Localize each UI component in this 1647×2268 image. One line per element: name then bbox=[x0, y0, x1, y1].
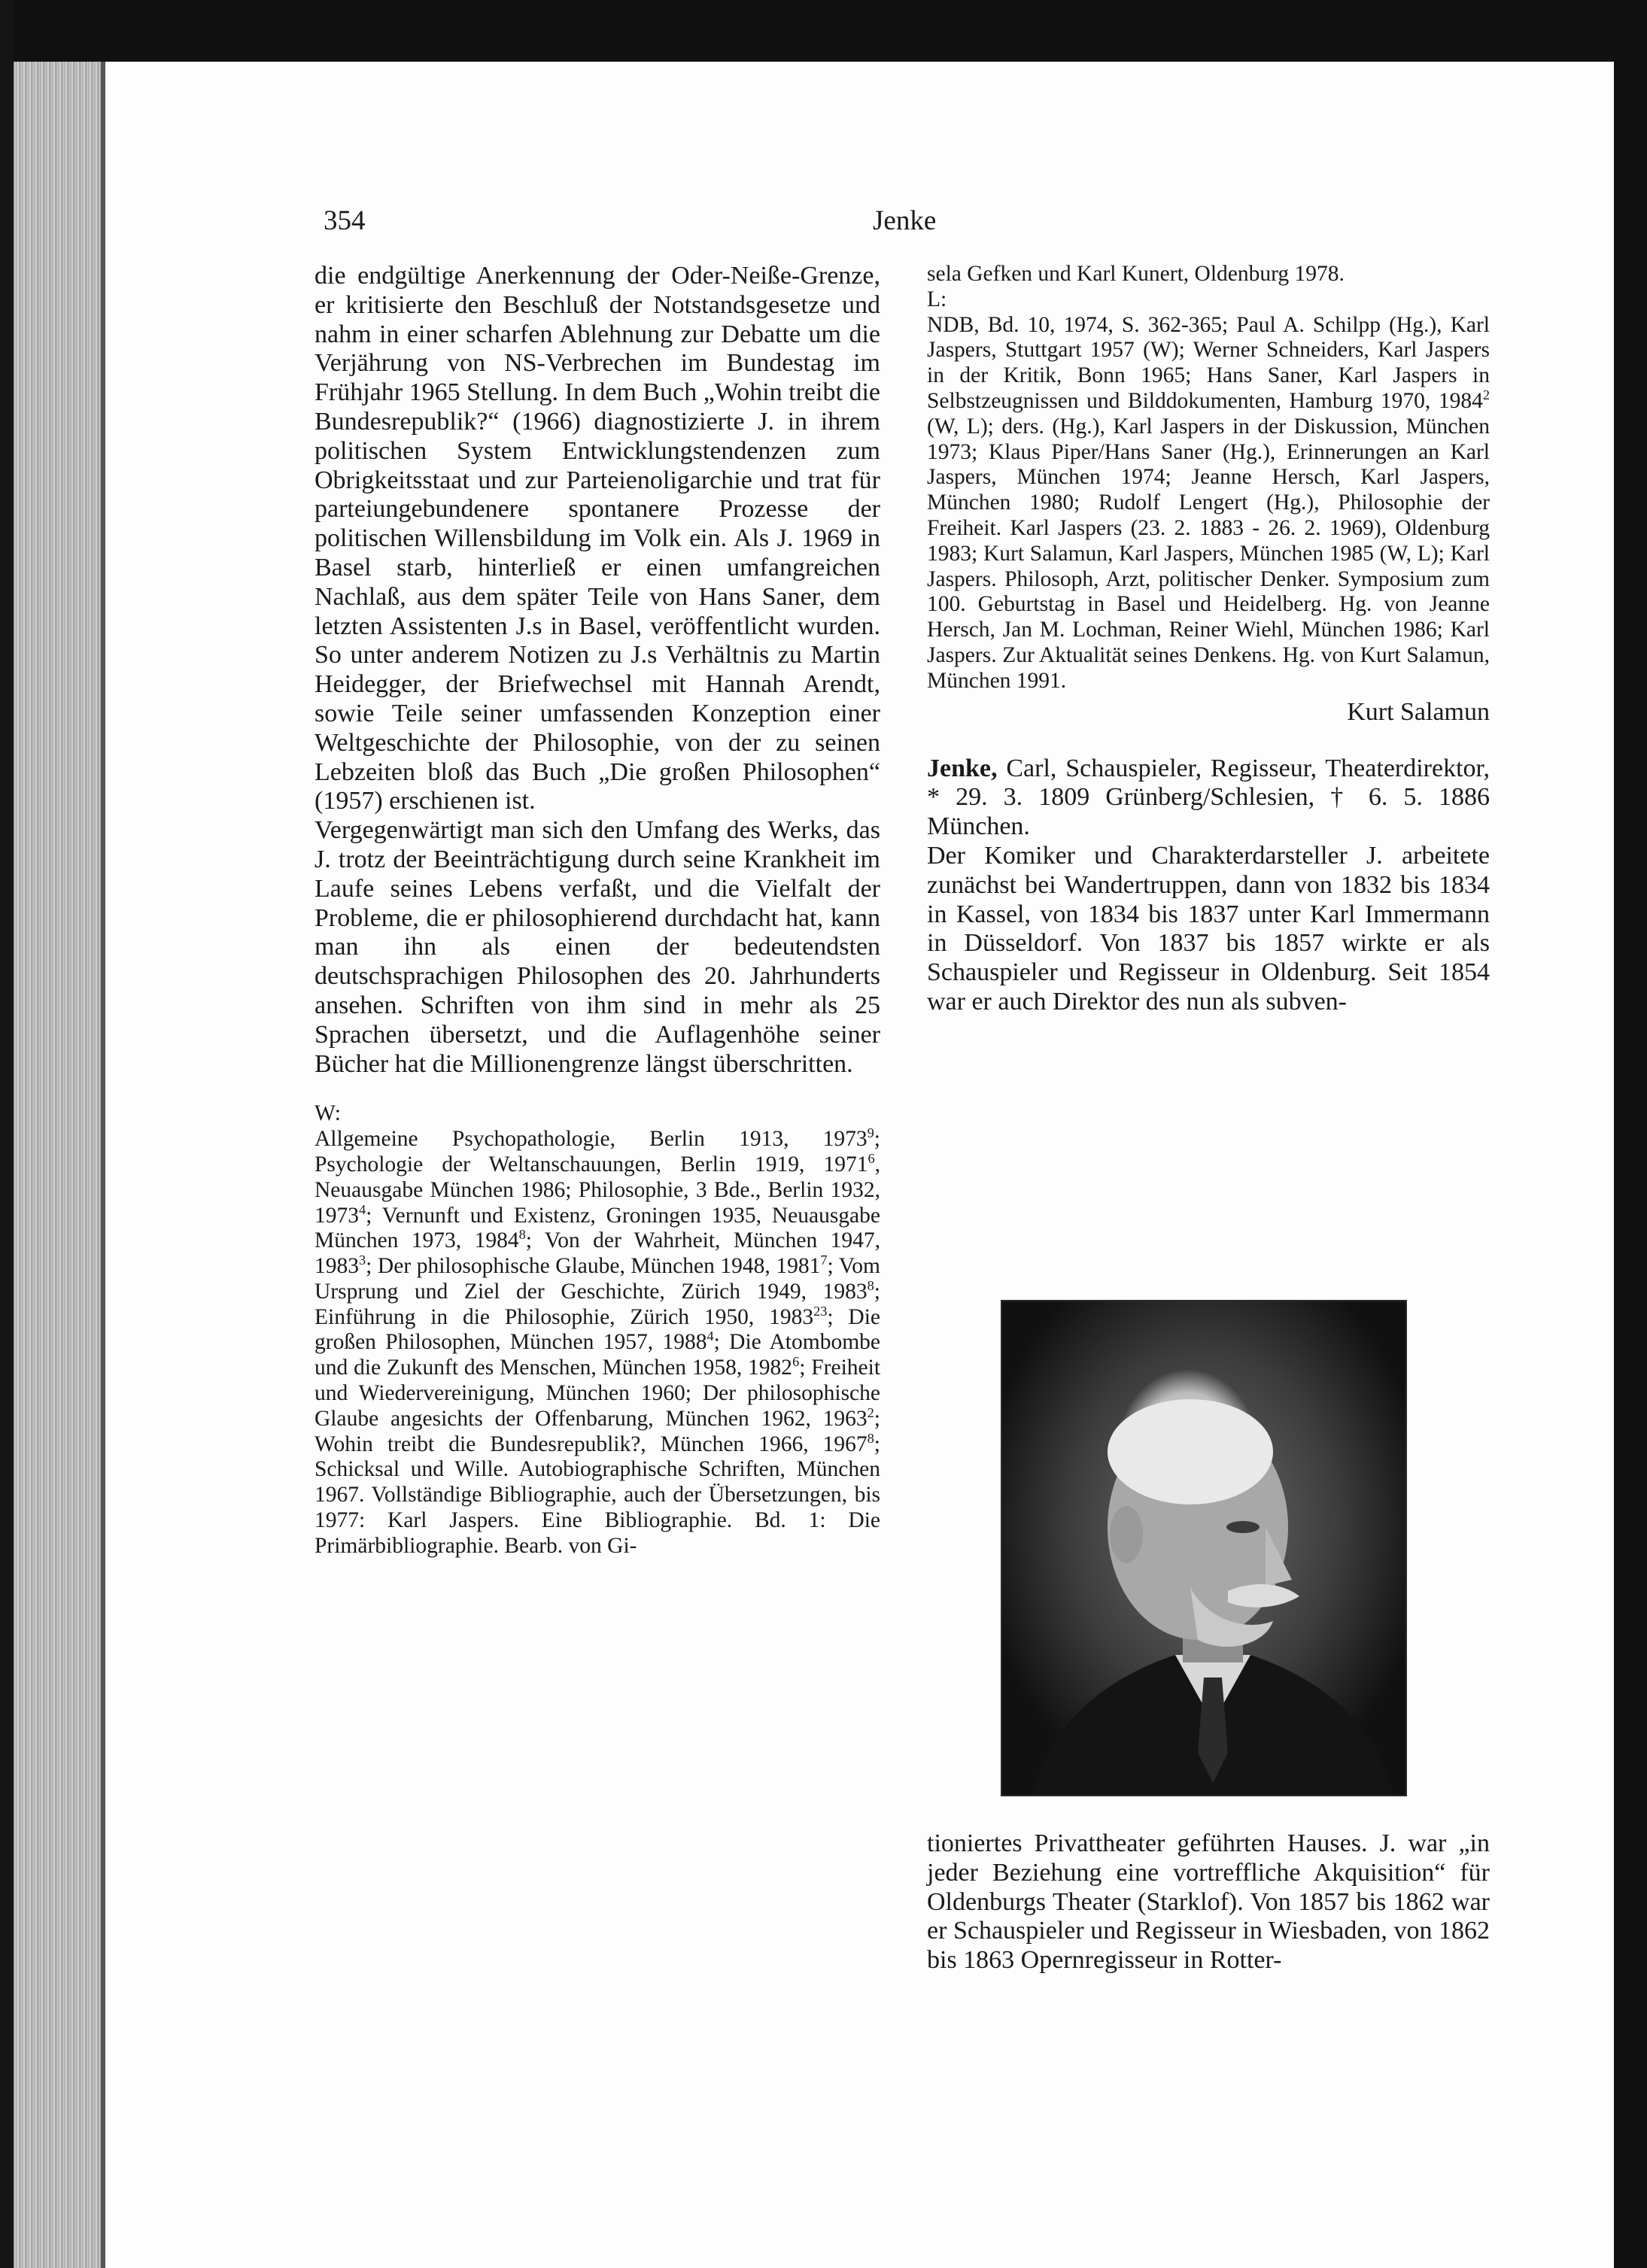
edition-superscript: 7 bbox=[820, 1252, 828, 1268]
scan-border-right bbox=[1614, 0, 1647, 2268]
edition-superscript: 23 bbox=[813, 1303, 828, 1319]
edition-superscript: 4 bbox=[707, 1328, 714, 1344]
text-segment: ; Der philosophische Glaube, München 1948, 1981 bbox=[366, 1254, 821, 1279]
edition-superscript: 8 bbox=[518, 1227, 526, 1243]
entry-lemma: Jenke, bbox=[927, 754, 998, 782]
edition-superscript: 4 bbox=[359, 1201, 366, 1217]
text-segment: ; Von der Wahrheit, München 1947, 1983 bbox=[315, 1228, 880, 1279]
edition-superscript: 6 bbox=[792, 1354, 800, 1370]
author-signature: Kurt Salamun bbox=[1347, 697, 1490, 726]
page-number: 354 bbox=[324, 205, 366, 236]
text-segment: ; Schicksal und Wille. Autobiographische Schriften, München 1967. Vollständige Bibliographie, auch der Übersetzungen, bis 1977: Karl Jaspers. Eine Bibliographie. Bd. 1: Die Primärbibliographie. Bearb. von Gi- bbox=[315, 1432, 880, 1558]
edition-superscript: 2 bbox=[867, 1405, 874, 1421]
text-segment: , Neuausgabe München 1986; Philosophie, 3 Bde., Berlin 1932, 1973 bbox=[315, 1152, 880, 1228]
literature-label: L: bbox=[927, 287, 947, 311]
text-segment: ; Die Atombombe und die Zukunft des Menschen, München 1958, 1982 bbox=[315, 1330, 880, 1380]
text-segment: ; Vom Ursprung und Ziel der Geschichte, Zürich 1949, 1983 bbox=[315, 1254, 880, 1304]
text-segment: ; Die großen Philosophen, München 1957, 1988 bbox=[315, 1304, 880, 1355]
running-head-word: Jenke bbox=[873, 205, 937, 236]
entry-text-top: Der Komiker und Charakterdarsteller J. arbeitete zunächst bei Wandertruppen, dann von 1832 bis 1834 in Kassel, von 1834 bis 1837 unter Karl Immermann in Düsseldorf. Von 1837 bis 1857 wirkte er als Schauspieler und Regisseur in Oldenburg. Seit 1854 war er auch Direktor des nun als subven- bbox=[927, 841, 1490, 1016]
edition-superscript: 8 bbox=[867, 1278, 874, 1294]
text-segment: (W, L); ders. (Hg.), Karl Jaspers in der Diskussion, München 1973; Klaus Piper/Hans Saner (Hg.), Erinnerungen an Karl Jaspers, München 1974; Jeanne Hersch, Karl Jaspers, München 1980; Rudolf Lengert (Hg.), Philosophie der Freiheit. Karl Jaspers (23. 2. 1883 - 26. 2. 1969), Oldenburg 1983; Kurt Salamun, Karl Jaspers, München 1985 (W, L); Karl Jaspers. Philosoph, Arzt, politischer Denker. Symposium zum 100. Geburtstag in Basel und Heidelberg. Hg. von Jeanne Hersch, Jan M. Lochman, Reiner Wiehl, München 1986; Karl Jaspers. Zur Aktualität seines Denkens. Hg. von Kurt Salamun, München 1991. bbox=[927, 414, 1490, 693]
right-column-bottom bbox=[927, 1829, 1490, 1975]
text-segment: NDB, Bd. 10, 1974, S. 362-365; Paul A. Schilpp (Hg.), Karl Jaspers, Stuttgart 1957 (W); Werner Schneiders, Karl Jaspers in der Kritik, Bonn 1965; Hans Saner, Karl Jaspers in Selbstzeugnissen und Bilddokumenten, Hamburg 1970, 1984 bbox=[927, 312, 1490, 413]
edition-superscript: 9 bbox=[867, 1125, 874, 1141]
text-segment: ; Vernunft und Existenz, Groningen 1935, Neuausgabe München 1973, 1984 bbox=[315, 1203, 880, 1253]
text-segment: ; Psychologie der Weltanschauungen, Berlin 1919, 1971 bbox=[315, 1127, 880, 1177]
edition-superscript: 8 bbox=[867, 1430, 874, 1446]
right-column-top bbox=[927, 262, 1490, 1017]
running-head bbox=[324, 205, 1494, 242]
entry-text-bottom: tioniertes Privattheater geführten Hauses. J. war „in jeder Beziehung eine vortreffliche Akquisition“ für Oldenburgs Theater (Starklof). Von 1857 bis 1862 war er Schauspieler und Regisseur in Wiesbaden, von 1862 bis 1863 Opernregisseur in Rotter- bbox=[927, 1829, 1490, 1975]
text-segment: ; Freiheit und Wiedervereinigung, München 1960; Der philosophische Glaube angesichts der Offenbarung, München 1962, 1963 bbox=[315, 1356, 881, 1431]
scan-border-top bbox=[0, 0, 1647, 62]
portrait-photo bbox=[1001, 1300, 1407, 1796]
edition-superscript: 3 bbox=[359, 1252, 366, 1268]
works-continued: sela Gefken und Karl Kunert, Oldenburg 1978. bbox=[927, 262, 1345, 286]
body-paragraph: Vergegenwärtigt man sich den Umfang des Werks, das J. trotz der Beeinträchtigung durch seine Krankheit im Laufe seines Lebens verfaßt, und die Vielfalt der Probleme, die er philosophierend durchdacht hat, kann man ihn als einen der bedeutendsten deutschsprachigen Philosophen des 20. Jahrhunderts ansehen. Schriften von ihm sind in mehr als 25 Sprachen übersetzt, und die Auflagenhöhe seiner Bücher hat die Millionengrenze längst überschritten. bbox=[315, 816, 880, 1078]
left-column bbox=[315, 262, 880, 1559]
entry-heading-rest: Carl, Schauspieler, Regisseur, Theaterdirektor, * 29. 3. 1809 Grünberg/Schlesien, † 6. 5. 1886 München. bbox=[927, 754, 1490, 841]
works-list bbox=[315, 1127, 880, 1559]
entry-heading bbox=[927, 754, 1490, 842]
text-segment: ; Einführung in die Philosophie, Zürich 1950, 1983 bbox=[315, 1279, 880, 1329]
edition-superscript: 2 bbox=[1482, 387, 1490, 403]
text-segment: ; Wohin treibt die Bundesrepublik?, München 1966, 1967 bbox=[315, 1406, 880, 1456]
text-segment: Allgemeine Psychopathologie, Berlin 1913, 1973 bbox=[315, 1127, 868, 1152]
book-page-edges bbox=[14, 62, 105, 2268]
scan-border-left bbox=[0, 0, 14, 2268]
edition-superscript: 6 bbox=[868, 1151, 875, 1167]
works-label: W: bbox=[315, 1101, 341, 1126]
body-paragraph: die endgültige Anerkennung der Oder-Neiße-Grenze, er kritisierte den Beschluß der Notstandsgesetze und nahm in einer scharfen Ablehnung zur Debatte um die Verjährung von NS-Verbrechen im Bundestag im Frühjahr 1965 Stellung. In dem Buch „Wohin treibt die Bundesrepublik?“ (1966) diagnostizierte J. in ihrem politischen System Entwicklungstendenzen zum Obrigkeitsstaat und zur Parteienoligarchie und trat für parteiungebundenere spontanere Prozesse der politischen Willensbildung im Volk ein. Als J. 1969 in Basel starb, hinterließ er einen umfangreichen Nachlaß, aus dem später Teile von Hans Saner, dem letzten Assistenten J.s in Basel, veröffentlicht wurden. So unter anderem Notizen zu J.s Verhältnis zu Martin Heidegger, der Briefwechsel mit Hannah Arendt, sowie Teile seiner umfassenden Konzeption einer Weltgeschichte der Philosophie, von der zu seinen Lebzeiten bloß das Buch „Die großen Philosophen“ (1957) erschienen ist. bbox=[315, 262, 880, 815]
portrait-figure bbox=[1002, 1301, 1407, 1796]
literature-list bbox=[927, 313, 1490, 694]
